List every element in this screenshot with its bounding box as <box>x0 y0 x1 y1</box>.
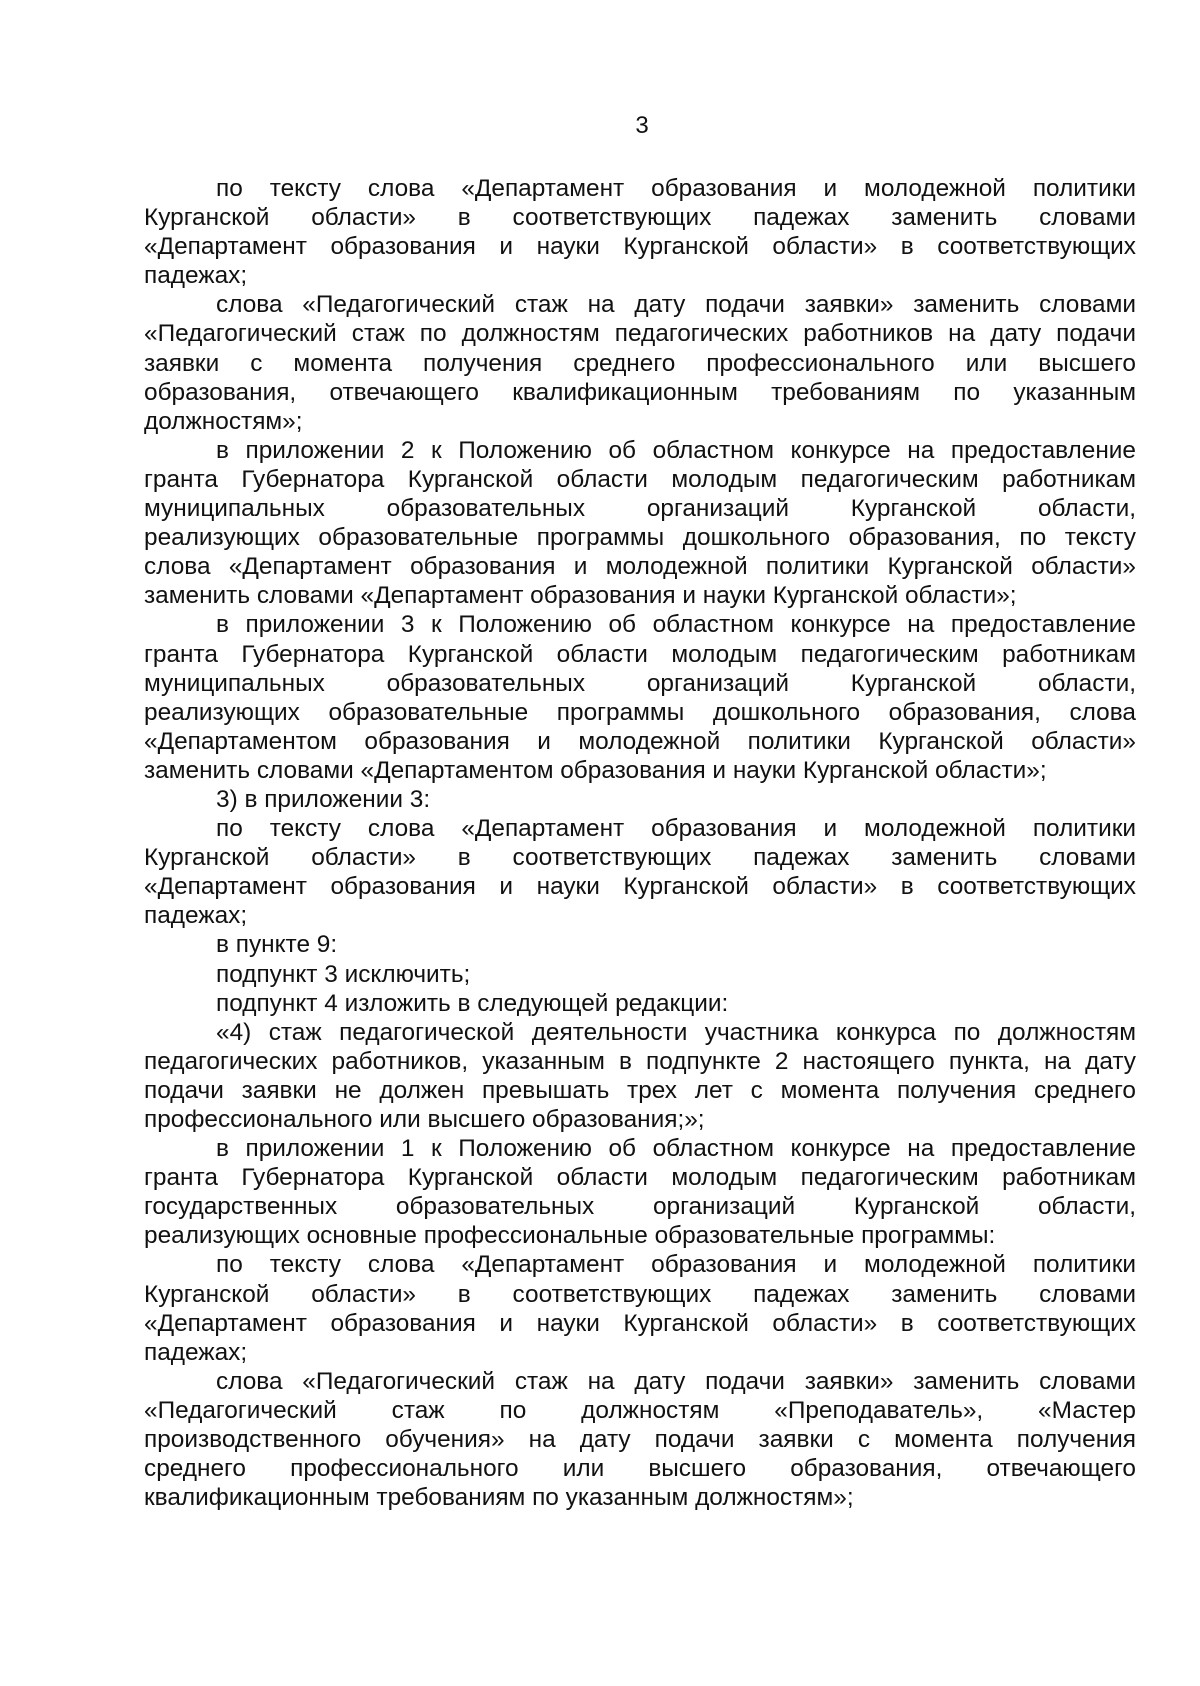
text-line: государственных образовательных организаций Курганской области, <box>144 1193 1136 1221</box>
text-line: «Департамент образования и науки Курганской области» в соответствующих <box>144 233 1136 261</box>
text-line: заявки с момента получения среднего профессионального или высшего <box>144 349 1136 377</box>
text-line: гранта Губернатора Курганской области молодым педагогическим работникам <box>144 640 1136 668</box>
text-line: подпункт 4 изложить в следующей редакции: <box>216 989 729 1017</box>
paragraph <box>144 930 1136 959</box>
text-line: Курганской области» в соответствующих падежах заменить словами <box>144 204 1136 232</box>
text-line: «4) стаж педагогической деятельности участника конкурса по должностям <box>216 1018 1136 1046</box>
paragraph <box>144 436 1136 611</box>
text-line: «Педагогический стаж по должностям педагогических работников на дату подачи <box>144 320 1136 348</box>
paragraph <box>144 1250 1136 1366</box>
paragraph <box>144 814 1136 930</box>
paragraph <box>144 989 1136 1018</box>
text-line: 3) в приложении 3: <box>216 785 431 813</box>
text-line: падежах; <box>144 902 248 930</box>
paragraph <box>144 290 1136 435</box>
text-line: «Департамент образования и науки Курганской области» в соответствующих <box>144 873 1136 901</box>
text-line: падежах; <box>144 262 248 290</box>
text-line: в приложении 2 к Положению об областном конкурсе на предоставление <box>216 436 1136 464</box>
paragraph <box>144 785 1136 814</box>
paragraph <box>144 610 1136 785</box>
text-line: слова «Департамент образования и молодежной политики Курганской области» <box>144 553 1136 581</box>
text-line: «Педагогический стаж по должностям «Преподаватель», «Мастер <box>144 1396 1136 1424</box>
text-line: квалификационным требованиям по указанным должностям»; <box>144 1484 854 1512</box>
text-line: педагогических работников, указанным в подпункте 2 настоящего пункта, на дату <box>144 1047 1136 1075</box>
page-number: 3 <box>635 112 649 139</box>
text-line: подпункт 3 исключить; <box>216 960 471 988</box>
text-line: гранта Губернатора Курганской области молодым педагогическим работникам <box>144 1164 1136 1192</box>
text-line: Курганской области» в соответствующих падежах заменить словами <box>144 1280 1136 1308</box>
paragraph <box>144 1367 1136 1512</box>
text-line: подачи заявки не должен превышать трех лет с момента получения среднего <box>144 1076 1136 1104</box>
paragraph <box>144 960 1136 989</box>
text-line: среднего профессионального или высшего образования, отвечающего <box>144 1455 1136 1483</box>
text-line: реализующих образовательные программы дошкольного образования, слова <box>144 698 1136 726</box>
text-line: по тексту слова «Департамент образования и молодежной политики <box>216 175 1136 202</box>
text-line: по тексту слова «Департамент образования и молодежной политики <box>216 1251 1136 1279</box>
text-line: в пункте 9: <box>216 931 338 959</box>
text-line: заменить словами «Департамент образования и науки Курганской области»; <box>144 582 1017 610</box>
text-line: гранта Губернатора Курганской области молодым педагогическим работникам <box>144 465 1136 493</box>
text-line: профессионального или высшего образования;»; <box>144 1106 705 1133</box>
paragraph <box>144 174 1136 290</box>
text-line: слова «Педагогический стаж на дату подачи заявки» заменить словами <box>216 291 1136 319</box>
text-line: «Департамент образования и науки Курганской области» в соответствующих <box>144 1309 1136 1337</box>
paragraph <box>144 1134 1136 1250</box>
document-body <box>144 174 1136 1512</box>
text-line: в приложении 3 к Положению об областном конкурсе на предоставление <box>216 611 1136 639</box>
text-line: образования, отвечающего квалификационным требованиям по указанным <box>144 378 1136 406</box>
text-line: Курганской области» в соответствующих падежах заменить словами <box>144 844 1136 872</box>
text-line: по тексту слова «Департамент образования и молодежной политики <box>216 815 1136 843</box>
text-line: муниципальных образовательных организаций Курганской области, <box>144 495 1136 523</box>
text-line: «Департаментом образования и молодежной политики Курганской области» <box>144 727 1136 755</box>
text-line: реализующих образовательные программы дошкольного образования, по тексту <box>144 524 1136 552</box>
text-line: в приложении 1 к Положению об областном конкурсе на предоставление <box>216 1135 1136 1163</box>
text-line: заменить словами «Департаментом образования и науки Курганской области»; <box>144 756 1047 784</box>
text-line: реализующих основные профессиональные образовательные программы: <box>144 1222 996 1250</box>
text-line: должностям»; <box>144 407 303 435</box>
text-line: производственного обучения» на дату подачи заявки с момента получения <box>144 1426 1136 1454</box>
paragraph <box>144 1018 1136 1134</box>
text-line: падежах; <box>144 1338 248 1366</box>
text-line: муниципальных образовательных организаций Курганской области, <box>144 669 1136 697</box>
text-line: слова «Педагогический стаж на дату подачи заявки» заменить словами <box>216 1367 1136 1395</box>
